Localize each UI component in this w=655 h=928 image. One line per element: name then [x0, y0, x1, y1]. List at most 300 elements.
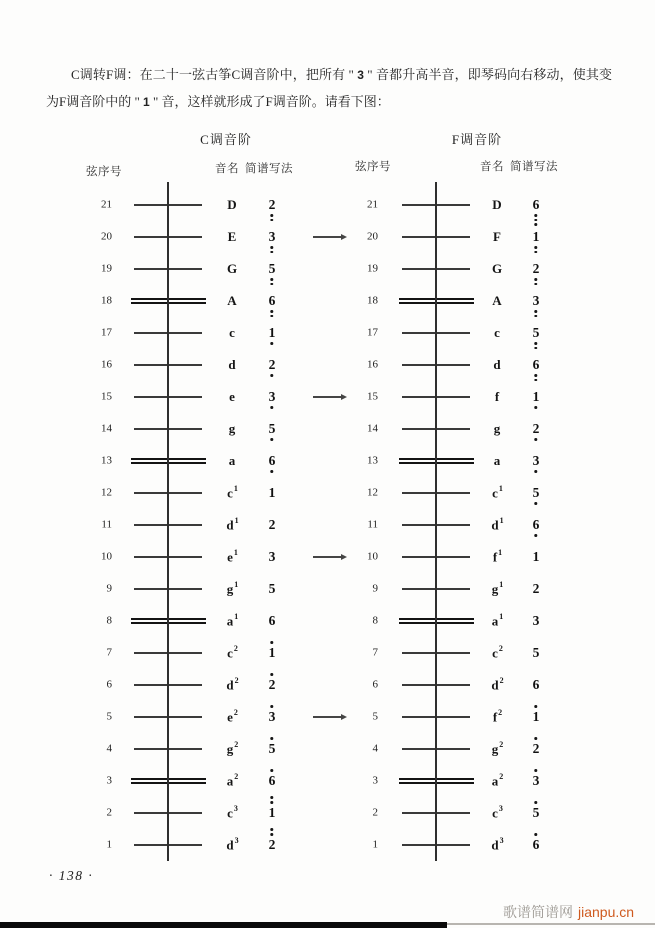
jianpu-digit: 5: [268, 260, 276, 276]
jianpu-digit: 3: [532, 612, 540, 628]
f-jianpu-notation: [533, 678, 540, 692]
jianpu-digit: 3: [268, 228, 276, 244]
jianpu-digit: 1: [268, 484, 276, 500]
f-jianpu-notation: [533, 838, 540, 852]
octave-dot: [271, 737, 274, 740]
octave-dots: [535, 275, 538, 285]
jianpu-digit: 3: [268, 708, 276, 724]
jianpu-digit: 5: [532, 644, 540, 660]
watermark: [503, 902, 634, 922]
note-letter: F: [493, 229, 501, 245]
f-string-number: 4: [372, 742, 378, 755]
octave-dots: [271, 796, 274, 806]
jianpu-digit: 2: [268, 516, 276, 532]
c-string-number: 21: [101, 198, 112, 211]
f-jianpu-notation: [533, 230, 540, 244]
jianpu-digit: 5: [268, 420, 276, 436]
note-octave-superscript: 2: [233, 708, 238, 718]
octave-dot: [535, 251, 538, 254]
jianpu-digit: 2: [532, 740, 540, 756]
f-string-number: 2: [372, 806, 378, 819]
c-string-number: 8: [106, 614, 112, 627]
note-letter: d: [226, 677, 234, 693]
f-string-number: 10: [367, 550, 378, 563]
f-note-name: [492, 646, 502, 659]
c-note-name: [227, 198, 236, 211]
f-note-name: [494, 422, 501, 435]
c-string-number: 13: [101, 454, 112, 467]
jianpu-digit: 2: [268, 356, 276, 372]
octave-dot: [271, 406, 274, 409]
f-jianpu-notation: [533, 646, 540, 660]
f-jianpu-notation: [533, 454, 540, 468]
octave-dot: [535, 438, 538, 441]
c-string-number: 16: [101, 358, 112, 371]
c-string-number: 3: [106, 774, 112, 787]
jianpu-digit: 3: [532, 452, 540, 468]
note-letter: c: [227, 485, 233, 501]
note-letter: e: [227, 549, 233, 565]
intro-bold-digit-1: 1: [143, 94, 150, 109]
f-string-number: 19: [367, 262, 378, 275]
note-octave-superscript: 2: [499, 676, 504, 686]
octave-dot: [271, 801, 274, 804]
octave-dots: [271, 275, 274, 285]
jianpu-digit: 2: [532, 420, 540, 436]
jianpu-digit: 3: [532, 292, 540, 308]
f-string-number: 20: [367, 230, 378, 243]
f-jianpu-notation: [533, 326, 540, 340]
octave-dot: [535, 347, 538, 350]
c-jianpu-notation: [269, 230, 276, 244]
f-note-name: [492, 614, 503, 627]
octave-dot: [271, 315, 274, 318]
octave-dots: [535, 705, 538, 710]
octave-dot: [535, 769, 538, 772]
note-octave-superscript: 3: [233, 804, 238, 814]
jianpu-digit: 3: [268, 388, 276, 404]
octave-dot: [535, 534, 538, 537]
c-string-number: 17: [101, 326, 112, 339]
c-note-name: [228, 230, 237, 243]
c-note-name: [229, 390, 235, 403]
octave-dots: [271, 673, 274, 678]
note-octave-superscript: 2: [234, 772, 239, 782]
note-octave-superscript: 1: [234, 612, 239, 622]
c-note-name: [227, 646, 237, 659]
f-note-name: [492, 294, 501, 307]
c-note-name: [229, 454, 236, 467]
octave-dot: [535, 705, 538, 708]
f-jianpu-notation: [533, 294, 540, 308]
c-notation-label: 简谱写法: [245, 163, 293, 175]
f-note-name: [492, 582, 503, 595]
f-jianpu-notation: [533, 358, 540, 372]
octave-dots: [271, 435, 274, 440]
octave-dot: [535, 833, 538, 836]
c-jianpu-notation: [269, 486, 276, 500]
f-string-number: 16: [367, 358, 378, 371]
f-note-name: [491, 838, 502, 851]
note-letter: d: [226, 517, 234, 533]
c-jianpu-notation: [269, 614, 276, 628]
transform-arrow: [313, 716, 343, 717]
c-string-number: 11: [101, 518, 112, 531]
jianpu-digit: 6: [532, 196, 540, 212]
octave-dot: [271, 828, 274, 831]
jianpu-digit: 2: [268, 196, 276, 212]
octave-dot: [271, 246, 274, 249]
c-note-name: [226, 838, 237, 851]
octave-dots: [535, 307, 538, 317]
note-letter: g: [226, 741, 234, 757]
jianpu-digit: 6: [532, 516, 540, 532]
c-note-name: [227, 774, 238, 787]
page-number: · 138 ·: [49, 868, 94, 883]
octave-dot: [535, 283, 538, 286]
note-octave-superscript: 1: [233, 484, 238, 494]
c-string-number: 20: [101, 230, 112, 243]
c-string-number: 10: [101, 550, 112, 563]
c-note-name: [226, 678, 237, 691]
f-note-name-label: 音名: [480, 161, 504, 173]
f-string-number-label: 弦序号: [355, 161, 391, 173]
octave-dots: [271, 243, 274, 253]
octave-dots: [535, 371, 538, 381]
f-string-number: 9: [372, 582, 378, 595]
f-jianpu-notation: [533, 742, 540, 756]
intro-text-3: " 音，这样就形成了F调音阶。请看下图：: [149, 93, 390, 109]
jianpu-digit: 3: [532, 772, 540, 788]
note-octave-superscript: 1: [499, 612, 504, 622]
jianpu-digit: 3: [268, 548, 276, 564]
c-note-name: [229, 326, 235, 339]
octave-dots: [271, 705, 274, 710]
c-string-number-label: 弦序号: [86, 166, 122, 178]
note-letter: d: [228, 357, 236, 373]
note-octave-superscript: 1: [233, 548, 238, 558]
jianpu-digit: 6: [268, 292, 276, 308]
f-note-name: [493, 710, 501, 723]
note-letter: e: [227, 709, 233, 725]
f-note-name: [493, 550, 501, 563]
jianpu-digit: 2: [532, 260, 540, 276]
octave-dots: [535, 833, 538, 838]
jianpu-digit: 1: [268, 644, 276, 660]
c-jianpu-notation: [269, 742, 276, 756]
f-jianpu-notation: [533, 262, 540, 276]
note-letter: E: [227, 229, 237, 245]
octave-dots: [535, 769, 538, 774]
c-string-number: 5: [106, 710, 112, 723]
octave-dots: [535, 211, 538, 226]
octave-dots: [271, 467, 274, 472]
note-octave-superscript: 2: [234, 740, 239, 750]
note-letter: d: [491, 837, 499, 853]
octave-dots: [271, 828, 274, 838]
octave-dot: [535, 406, 538, 409]
f-note-name: [493, 230, 501, 243]
f-jianpu-notation: [533, 550, 540, 564]
octave-dots: [535, 339, 538, 349]
f-string-number: 12: [367, 486, 378, 499]
f-jianpu-notation: [533, 806, 540, 820]
jianpu-digit: 5: [268, 580, 276, 596]
f-string-number: 15: [367, 390, 378, 403]
jianpu-digit: 6: [532, 836, 540, 852]
octave-dot: [271, 769, 274, 772]
f-string-axis-line: [435, 182, 437, 861]
note-letter: c: [492, 805, 498, 821]
note-letter: a: [491, 613, 499, 629]
f-string-number: 14: [367, 422, 378, 435]
scan-edge-line: [447, 923, 655, 925]
octave-dots: [535, 243, 538, 253]
jianpu-digit: 5: [268, 740, 276, 756]
note-octave-superscript: 1: [234, 580, 239, 590]
f-notation-label: 简谱写法: [510, 161, 558, 173]
octave-dot: [271, 374, 274, 377]
f-note-name: [492, 774, 503, 787]
octave-dots: [271, 403, 274, 408]
note-octave-superscript: 3: [498, 804, 503, 814]
c-jianpu-notation: [269, 550, 276, 564]
octave-dot: [535, 470, 538, 473]
transform-arrow: [313, 556, 343, 557]
f-jianpu-notation: [533, 486, 540, 500]
f-note-name: [492, 486, 502, 499]
note-octave-superscript: 2: [233, 644, 238, 654]
f-string-number: 13: [367, 454, 378, 467]
note-letter: c: [229, 325, 235, 341]
note-letter: d: [491, 517, 499, 533]
octave-dots: [535, 467, 538, 472]
c-string-number: 15: [101, 390, 112, 403]
c-note-name: [229, 422, 236, 435]
note-letter: D: [227, 197, 237, 213]
c-jianpu-notation: [269, 838, 276, 852]
note-letter: f: [494, 389, 500, 405]
c-note-name: [227, 582, 238, 595]
c-string-axis-line: [167, 182, 169, 861]
c-string-number: 12: [101, 486, 112, 499]
watermark-site-name: 歌谱简谱网: [503, 904, 573, 920]
f-jianpu-notation: [533, 582, 540, 596]
note-letter: d: [493, 357, 501, 373]
note-letter: A: [227, 293, 237, 309]
note-letter: a: [226, 613, 234, 629]
c-jianpu-notation: [269, 294, 276, 308]
octave-dot: [535, 310, 538, 313]
jianpu-digit: 1: [532, 228, 540, 244]
note-letter: c: [227, 805, 233, 821]
jianpu-digit: 2: [532, 580, 540, 596]
octave-dot: [271, 833, 274, 836]
note-letter: c: [494, 325, 500, 341]
octave-dot: [535, 315, 538, 318]
note-letter: g: [228, 421, 236, 437]
note-letter: a: [493, 453, 501, 469]
f-string-number: 8: [372, 614, 378, 627]
octave-dot: [535, 214, 538, 217]
note-octave-superscript: 1: [234, 516, 239, 526]
intro-text-2: " 音都升高半音，即琴码向右移动，使其变为F调音阶中的 ": [46, 67, 612, 109]
octave-dots: [271, 769, 274, 774]
f-string-number: 6: [372, 678, 378, 691]
octave-dots: [271, 641, 274, 646]
octave-dot: [271, 673, 274, 676]
note-letter: a: [491, 773, 499, 789]
octave-dot: [535, 342, 538, 345]
c-note-name: [227, 806, 237, 819]
c-jianpu-notation: [269, 710, 276, 724]
c-jianpu-notation: [269, 518, 276, 532]
octave-dot: [271, 705, 274, 708]
f-note-name: [493, 358, 500, 371]
octave-dot: [535, 223, 538, 226]
note-letter: g: [493, 421, 501, 437]
note-letter: f: [492, 709, 498, 725]
note-octave-superscript: 2: [498, 708, 503, 718]
f-jianpu-notation: [533, 198, 540, 212]
scan-edge-bar: [0, 922, 447, 928]
jianpu-digit: 6: [532, 676, 540, 692]
c-jianpu-notation: [269, 390, 276, 404]
octave-dot: [535, 219, 538, 222]
octave-dot: [535, 801, 538, 804]
octave-dots: [271, 307, 274, 317]
octave-dots: [271, 371, 274, 376]
octave-dot: [271, 342, 274, 345]
octave-dot: [271, 470, 274, 473]
jianpu-digit: 1: [268, 324, 276, 340]
f-note-name: [494, 326, 500, 339]
c-note-name: [227, 262, 237, 275]
c-jianpu-notation: [269, 582, 276, 596]
c-note-name: [227, 710, 237, 723]
f-string-number: 1: [372, 838, 378, 851]
note-letter: A: [492, 293, 502, 309]
note-letter: c: [227, 645, 233, 661]
f-jianpu-notation: [533, 774, 540, 788]
transform-arrow: [313, 236, 343, 237]
c-note-name: [228, 358, 235, 371]
f-scale-title: F调音阶: [451, 132, 503, 147]
c-jianpu-notation: [269, 326, 276, 340]
f-string-number: 11: [367, 518, 378, 531]
c-string-number: 1: [106, 838, 112, 851]
octave-dots: [535, 403, 538, 408]
f-jianpu-notation: [533, 518, 540, 532]
intro-text-1: C调转F调：在二十一弦古筝C调音阶中，把所有 ": [71, 67, 358, 82]
f-string-number: 17: [367, 326, 378, 339]
f-note-name: [494, 454, 501, 467]
octave-dots: [271, 737, 274, 742]
c-string-number: 4: [106, 742, 112, 755]
c-note-name: [227, 742, 238, 755]
f-jianpu-notation: [533, 710, 540, 724]
c-string-number: 19: [101, 262, 112, 275]
c-note-name: [227, 294, 236, 307]
c-string-number: 7: [106, 646, 112, 659]
f-jianpu-notation: [533, 390, 540, 404]
octave-dots: [535, 531, 538, 536]
f-note-name: [491, 518, 502, 531]
jianpu-digit: 1: [532, 548, 540, 564]
jianpu-digit: 5: [532, 324, 540, 340]
jianpu-digit: 6: [268, 772, 276, 788]
note-letter: d: [491, 677, 499, 693]
octave-dot: [271, 438, 274, 441]
octave-dot: [271, 796, 274, 799]
note-letter: g: [491, 581, 499, 597]
c-string-number: 9: [106, 582, 112, 595]
jianpu-digit: 2: [268, 676, 276, 692]
c-note-name: [227, 486, 237, 499]
note-octave-superscript: 1: [498, 484, 503, 494]
note-letter: c: [492, 485, 498, 501]
jianpu-digit: 6: [268, 612, 276, 628]
note-octave-superscript: 2: [499, 740, 504, 750]
note-letter: D: [492, 197, 502, 213]
note-octave-superscript: 3: [234, 836, 239, 846]
c-string-number: 6: [106, 678, 112, 691]
jianpu-digit: 1: [532, 388, 540, 404]
octave-dots: [535, 499, 538, 504]
note-octave-superscript: 1: [498, 548, 503, 558]
c-jianpu-notation: [269, 358, 276, 372]
note-octave-superscript: 1: [499, 580, 504, 590]
note-letter: d: [226, 837, 234, 853]
octave-dot: [271, 214, 274, 217]
jianpu-digit: 6: [532, 356, 540, 372]
note-octave-superscript: 3: [499, 836, 504, 846]
octave-dot: [271, 251, 274, 254]
octave-dots: [535, 737, 538, 742]
c-jianpu-notation: [269, 198, 276, 212]
note-octave-superscript: 1: [499, 516, 504, 526]
note-letter: e: [229, 389, 235, 405]
c-jianpu-notation: [269, 678, 276, 692]
octave-dots: [535, 801, 538, 806]
note-letter: a: [226, 773, 234, 789]
f-string-number: 3: [372, 774, 378, 787]
f-string-number: 5: [372, 710, 378, 723]
octave-dot: [271, 219, 274, 222]
jianpu-digit: 5: [532, 484, 540, 500]
octave-dot: [271, 283, 274, 286]
octave-dot: [535, 246, 538, 249]
c-jianpu-notation: [269, 422, 276, 436]
c-note-name: [227, 614, 238, 627]
note-letter: g: [491, 741, 499, 757]
f-string-number: 21: [367, 198, 378, 211]
octave-dots: [271, 339, 274, 344]
jianpu-digit: 1: [532, 708, 540, 724]
c-note-name-label: 音名: [215, 163, 239, 175]
note-letter: g: [226, 581, 234, 597]
jianpu-digit: 5: [532, 804, 540, 820]
c-string-number: 14: [101, 422, 112, 435]
octave-dot: [535, 374, 538, 377]
f-note-name: [492, 198, 501, 211]
octave-dot: [535, 737, 538, 740]
c-string-number: 18: [101, 294, 112, 307]
f-string-number: 7: [372, 646, 378, 659]
c-note-name: [227, 550, 237, 563]
c-jianpu-notation: [269, 454, 276, 468]
f-jianpu-notation: [533, 422, 540, 436]
